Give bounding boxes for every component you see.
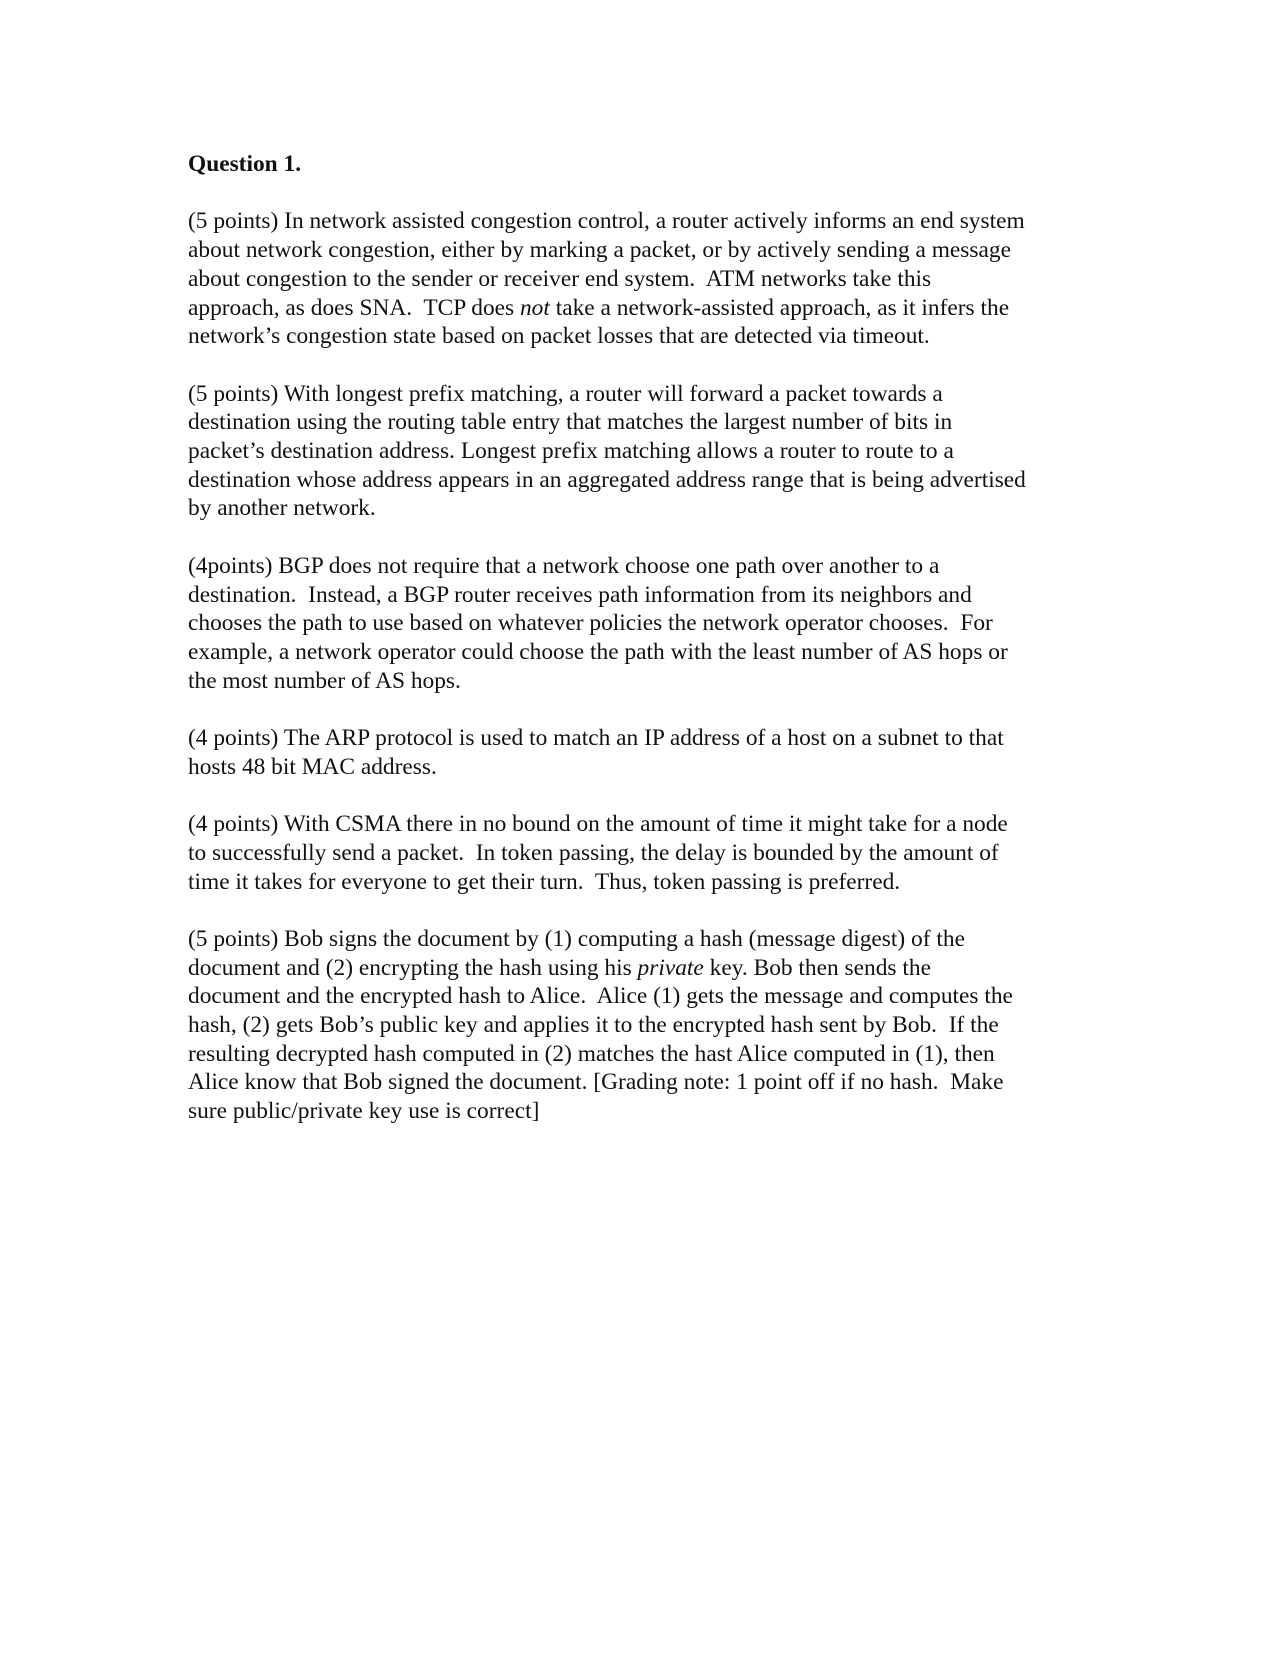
text-segment: chooses the path to use based on whatever policies the network operator chooses. For xyxy=(188,610,993,637)
text-line xyxy=(188,466,1098,495)
text-line xyxy=(188,609,1098,638)
text-segment: network’s congestion state based on packet losses that are detected via timeout. xyxy=(188,323,930,350)
question-title: Question 1. xyxy=(188,151,302,177)
answer-paragraph xyxy=(188,380,1098,524)
text-segment: (4 points) With CSMA there in no bound on the amount of time it might take for a node xyxy=(188,811,1008,838)
text-segment: destination whose address appears in an aggregated address range that is being advertised xyxy=(188,466,1026,493)
text-line xyxy=(188,925,1098,954)
text-line xyxy=(188,552,1098,581)
answer-paragraph xyxy=(188,552,1098,696)
text-line xyxy=(188,1011,1098,1040)
answer-paragraph xyxy=(188,724,1098,781)
text-segment: Alice know that Bob signed the document. [Grading note: 1 point off if no hash. Make xyxy=(188,1069,1004,1096)
text-line xyxy=(188,236,1098,265)
text-line xyxy=(188,954,1098,983)
answer-paragraph xyxy=(188,207,1098,351)
text-segment: (4 points) The ARP protocol is used to match an IP address of a host on a subnet to that xyxy=(188,725,1004,751)
text-segment: packet’s destination address. Longest prefix matching allows a router to route to a xyxy=(188,438,954,464)
answer-paragraph xyxy=(188,810,1098,896)
text-line xyxy=(188,753,1098,782)
emphasis-text: not xyxy=(519,294,550,321)
text-segment: about network congestion, either by marking a packet, or by actively sending a message xyxy=(188,237,1011,264)
text-line xyxy=(188,322,1098,351)
text-segment: document and (2) encrypting the hash using his xyxy=(188,954,638,981)
text-segment: (5 points) With longest prefix matching, a router will forward a packet towards a xyxy=(188,380,943,407)
text-line xyxy=(188,1097,1098,1126)
text-segment: to successfully send a packet. In token passing, the delay is bounded by the amount of xyxy=(188,839,999,866)
text-segment: (5 points) Bob signs the document by (1) computing a hash (message digest) of the xyxy=(188,925,965,952)
text-segment: sure public/private key use is correct] xyxy=(188,1098,540,1125)
answer-paragraphs xyxy=(188,207,1098,1125)
text-line xyxy=(188,810,1098,839)
text-segment: (4points) BGP does not require that a network choose one path over another to a xyxy=(188,552,940,579)
text-segment: document and the encrypted hash to Alice. Alice (1) gets the message and computes the xyxy=(188,983,1013,1010)
text-line xyxy=(188,724,1098,753)
text-segment: about congestion to the sender or receiver end system. ATM networks take this xyxy=(188,265,932,292)
text-line xyxy=(188,581,1098,610)
document-content xyxy=(188,150,1098,1155)
text-line xyxy=(188,839,1098,868)
text-line xyxy=(188,294,1098,323)
text-segment: (5 points) In network assisted congestion control, a router actively informs an end system xyxy=(188,208,1025,235)
text-line xyxy=(188,982,1098,1011)
text-segment: destination using the routing table entry that matches the largest number of bits in xyxy=(188,409,953,436)
text-segment: hash, (2) gets Bob’s public key and applies it to the encrypted hash sent by Bob. If the xyxy=(188,1012,999,1038)
text-segment: time it takes for everyone to get their turn. Thus, token passing is preferred. xyxy=(188,868,901,895)
text-line xyxy=(188,408,1098,437)
text-line xyxy=(188,380,1098,409)
text-segment: approach, as does SNA. TCP does xyxy=(188,294,520,321)
text-line xyxy=(188,265,1098,294)
text-segment: take a network-assisted approach, as it infers the xyxy=(549,294,1010,321)
text-segment: destination. Instead, a BGP router receives path information from its neighbors and xyxy=(188,581,972,608)
text-segment: key. Bob then sends the xyxy=(703,954,931,981)
text-line xyxy=(188,638,1098,667)
text-segment: resulting decrypted hash computed in (2) matches the hast Alice computed in (1), then xyxy=(188,1040,995,1067)
text-segment: by another network. xyxy=(188,495,376,522)
text-segment: the most number of AS hops. xyxy=(188,667,461,694)
text-line xyxy=(188,1068,1098,1097)
answer-paragraph xyxy=(188,925,1098,1126)
text-line xyxy=(188,207,1098,236)
text-segment: example, a network operator could choose the path with the least number of AS hops or xyxy=(188,638,1008,665)
text-segment: hosts 48 bit MAC address. xyxy=(188,753,437,780)
text-line xyxy=(188,1040,1098,1069)
text-line xyxy=(188,868,1098,897)
text-line xyxy=(188,667,1098,696)
text-line xyxy=(188,437,1098,466)
text-line xyxy=(188,494,1098,523)
emphasis-text: private xyxy=(637,954,704,981)
